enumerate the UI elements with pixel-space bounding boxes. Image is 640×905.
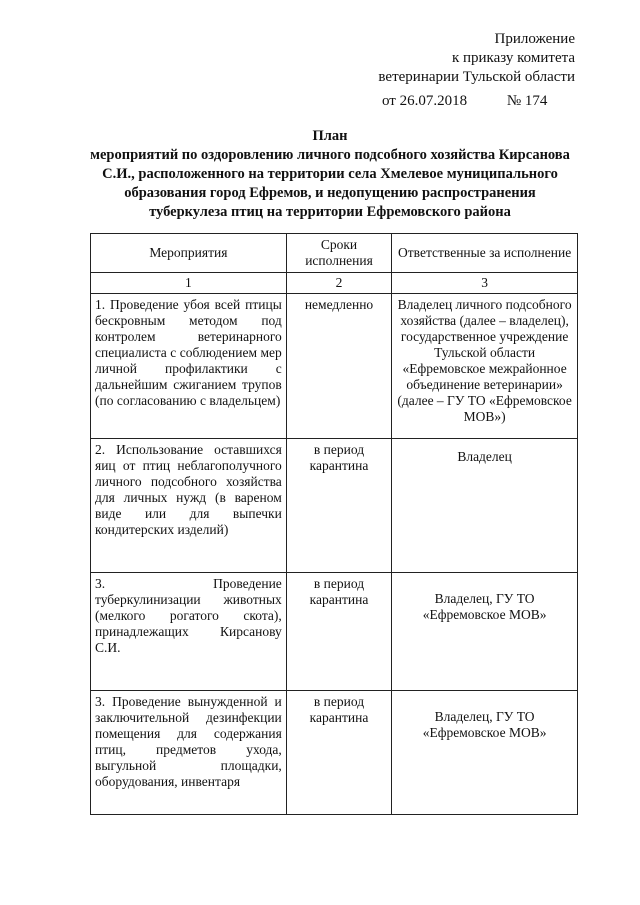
- table-row: [91, 573, 578, 691]
- title-line-4: туберкулеза птиц на территории Ефремовского района: [149, 204, 511, 220]
- row-responsible: Владелец, ГУ ТО «Ефремовское МОВ»: [392, 573, 578, 691]
- row-action: 3. Проведение туберкулинизации животных (мелкого рогатого скота), принадлежащих Кирсанову С.И.: [91, 573, 287, 691]
- order-date: 26.07.2018: [399, 93, 468, 109]
- appendix-line-1: Приложение: [494, 31, 575, 47]
- header-terms: Сроки исполнения: [286, 234, 391, 273]
- order-number: № 174: [506, 93, 548, 109]
- header-responsible: Ответственные за исполнение: [392, 234, 578, 273]
- table-header-row: [91, 234, 578, 273]
- table-number-row: [91, 273, 578, 294]
- header-actions: Мероприятия: [91, 234, 287, 273]
- table-row: [91, 294, 578, 439]
- plan-table: [90, 233, 578, 815]
- row-responsible: Владелец личного подсобного хозяйства (далее – владелец), государственное учреждение Тульской области «Ефремовское межрайонное объединение ветеринарии» (далее – ГУ ТО «Ефремовское МОВ»): [392, 294, 578, 439]
- column-number-2: 2: [286, 273, 391, 294]
- row-action: 1. Проведение убоя всей птицы бескровным методом под контролем ветеринарного специалиста с соблюдением мер личной профилактики с дальнейшим сжиганием трупов (по согласованию с владельцем): [91, 294, 287, 439]
- column-number-1: 1: [91, 273, 287, 294]
- order-date-label: от: [382, 93, 396, 109]
- row-term: в период карантина: [286, 573, 391, 691]
- title-line-2: С.И., расположенного на территории села Хмелевое муниципального: [102, 166, 558, 182]
- title-line-1: мероприятий по оздоровлению личного подсобного хозяйства Кирсанова: [90, 147, 570, 163]
- row-action: 2. Использование оставшихся яиц от птиц неблагополучного личного подсобного хозяйства для личных нужд (в вареном виде или для выпечки кондитерских изделий): [91, 439, 287, 573]
- appendix-line-2: к приказу комитета: [451, 50, 575, 66]
- row-responsible: Владелец, ГУ ТО «Ефремовское МОВ»: [392, 691, 578, 815]
- appendix-line-3: ветеринарии Тульской области: [378, 69, 575, 85]
- row-term: в период карантина: [286, 439, 391, 573]
- row-term: немедленно: [286, 294, 391, 439]
- column-number-3: 3: [392, 273, 578, 294]
- row-responsible: Владелец: [392, 439, 578, 573]
- row-action: 3. Проведение вынужденной и заключительной дезинфекции помещения для содержания птиц, предметов ухода, выгульной площадки, оборудования, инвентаря: [91, 691, 287, 815]
- table-row: [91, 691, 578, 815]
- appendix-block: [360, 30, 575, 87]
- order-date-number: [382, 93, 582, 110]
- table-row: [91, 439, 578, 573]
- title-line-3: образования город Ефремов, и недопущению распространения: [124, 185, 536, 201]
- row-term: в период карантина: [286, 691, 391, 815]
- title-heading: План: [312, 128, 348, 144]
- document-title: [80, 127, 580, 222]
